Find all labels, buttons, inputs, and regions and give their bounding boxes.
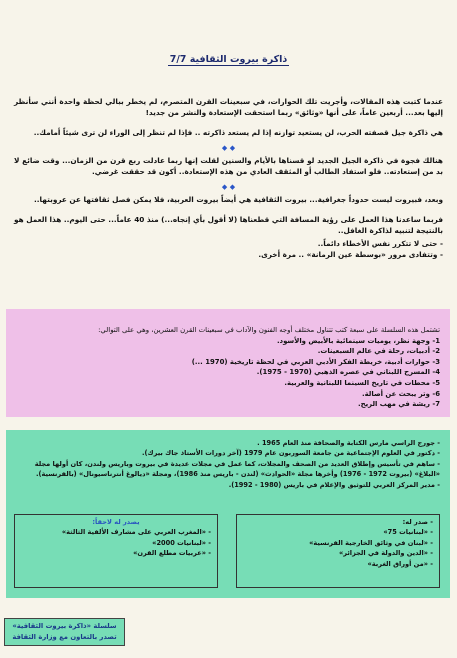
paragraph: وبعد، فبيروت ليست حدوداً جغرافية... بيروت الثقافية هي أيضاً بيروت العربية، فلا يمكن فصل ثقافتها عن عروبتها..	[34, 195, 443, 204]
bio-list	[12, 438, 440, 490]
bio-item: - مدير المركز العربي للتوثيق والإعلام في باريس (1980 - 1992).	[228, 480, 440, 489]
published-item: - «لبنان في وثائق الخارجية الفرنسية»	[309, 538, 433, 547]
series-footer-box	[4, 618, 125, 646]
series-item: 1- وجهة نظر، يوميات سينمائية بالأبيض والأسود.	[276, 336, 440, 345]
series-item: 3- حوارات أدبية، خريطة الفكر الأدبي العربي في لحظة تاريخية (1970 ...)	[191, 357, 440, 366]
bio-item: - جورج الراسي مارس الكتابة والصحافة منذ العام 1965 .	[257, 439, 440, 447]
paragraph: هنالك فجوة في ذاكرة الجيل الجديد لو قسناها بالأيام والسنين لقلت إنها ربما عادلت ربع قرن من الزمان... وقت ضائع لا بد من إستعادته.. فلو استفاد الطالب أو المثقف العادي من هذه الإستعادة.. أكون قد حققت غرضي.	[14, 156, 443, 176]
body-text	[14, 96, 443, 260]
series-item: 4- المسرح اللبناني في عصره الذهبي (1970 - 1975).	[256, 368, 440, 377]
published-item: - «من أوراق الغربة»	[367, 559, 433, 568]
footer-line: تصدر بالتعاون مع وزارة الثقافة	[12, 633, 117, 641]
paragraph: فربما ساعدنا هذا العمل على رؤية المسافة التي قطعناها (لا أقول بأي إنجاه...) منذ 40 عاماً... حتى اليوم.. هذا العمل هو بالنتيجة لتنبيه لذاكرة الغافل..	[14, 215, 443, 235]
upcoming-box	[14, 514, 218, 588]
title-text: ذاكرة بيروت الثقافية 7/7	[169, 54, 288, 65]
published-heading: - صدر له:	[402, 518, 433, 526]
series-item: 6- وتر يبحث عن أصالة.	[362, 389, 440, 398]
series-item: 2- أدبيات، رحلة في عالم السبعينات.	[317, 347, 440, 356]
published-box	[236, 514, 440, 588]
upcoming-item: - «المغرب العربي على مشارف الألفية الثالثة»	[61, 528, 211, 537]
series-box	[6, 309, 450, 417]
bio-item: - دكتور في العلوم الإجتماعية من جامعة السوربون عام 1979 (آخر دورات الأستاذ جاك بيرك).	[142, 449, 440, 458]
published-item: - «لبنانيات 75»	[383, 528, 433, 537]
page-title	[0, 54, 457, 65]
paragraph: هي ذاكرة جيل قصفته الحرب، لن يستعيد توازنه إذا لم يستعد ذاكرته .. فإذا لم تنظر إلى الوراء لن ترى شيئاً أمامك..	[33, 128, 443, 137]
upcoming-item: - «عربيات مطلع القرن»	[133, 549, 211, 558]
series-item: 5- محطات في تاريخ السينما اللبنانية والعربية.	[284, 378, 440, 387]
bullet: - حتى لا تتكرر نفس الأخطاء دائماً..	[317, 239, 443, 248]
bio-item: - ساهم في تأسيس وإطلاق العديد من الصحف والمجلات، كما عمل في مجلات عديدة في بيروت وباريس ولندن، كان أولها مجلة «البلاغ» (بيروت 1972 - 1976) وأخرها مجلة «الحوادث» (لندن - باريس منذ 1986)، ومجلة «ديالوغ أنترناسيونال» (بالفرنسية).	[34, 459, 440, 479]
upcoming-heading: يصدر له لاحقاً:	[92, 518, 140, 526]
published-list	[243, 527, 433, 569]
series-intro: تشتمل هذه السلسلة على سبعة كتب تتناول مختلف أوجه الفنون والآداب في سبعينات القرن العشرين، وهي على التوالي:	[98, 326, 440, 334]
published-item: - «الدين والدولة في الجزائر»	[338, 549, 433, 558]
bullet: - وتتفادى مرور «بوسطة عين الرمانة» .. مرة أخرى.	[258, 250, 443, 259]
upcoming-item: - «لبنانيات 2000»	[152, 538, 211, 547]
series-list	[14, 336, 440, 410]
separator-diamonds: ◆ ◆	[221, 183, 236, 191]
footer-line: سلسلة «ذاكرة بيروت الثقافية»	[12, 622, 117, 630]
paragraph: عندما كتبت هذه المقالات، وأجريت تلك الحوارات، في سبعينات القرن المتصرم، لم يخطر ببالي لحظة واحدة أنني سأنظر إليها بعد... أربعين عاماً، على أنها «وثائق» ربما استحقت الإستعادة والنشر من جديد!	[14, 97, 443, 117]
separator-diamonds: ◆ ◆	[221, 144, 236, 152]
author-bio-box	[6, 430, 450, 598]
upcoming-list	[21, 527, 211, 558]
series-item: 7- ريشة في مهب الريح.	[358, 400, 440, 409]
